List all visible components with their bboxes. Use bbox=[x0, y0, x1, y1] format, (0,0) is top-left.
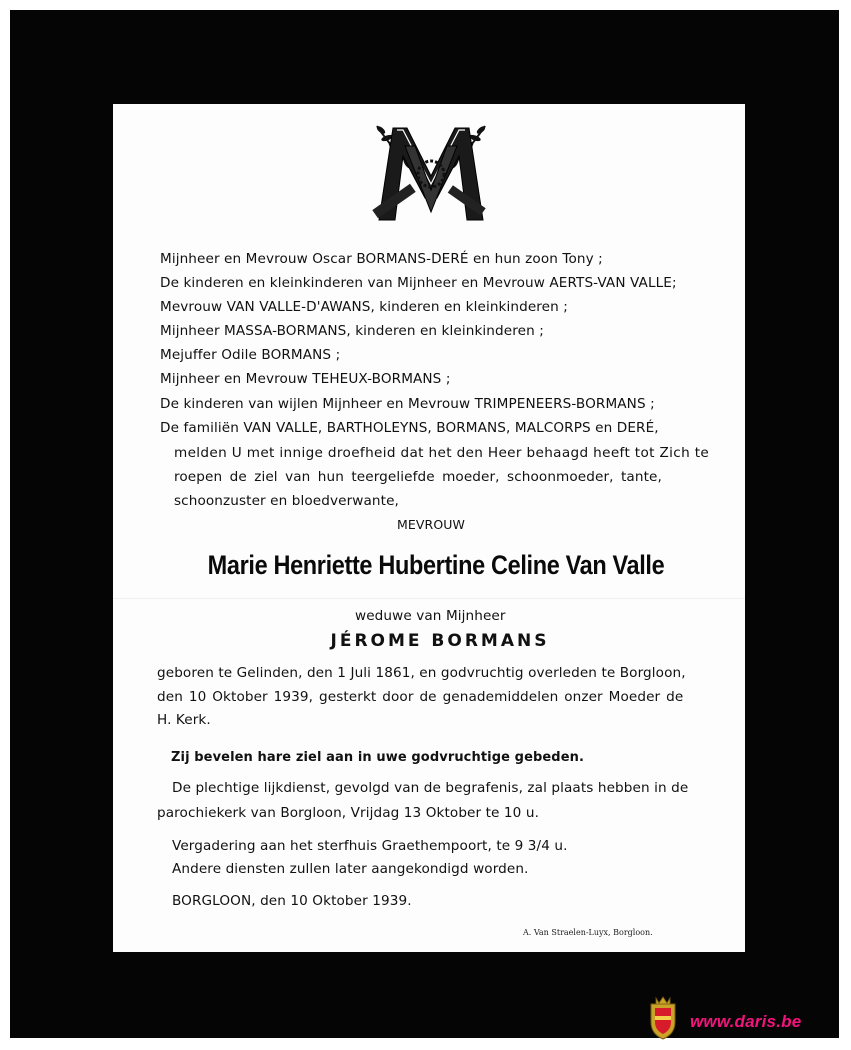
relative-line: Mijnheer en Mevrouw Oscar BORMANS-DERÉ en hun zoon Tony ; bbox=[160, 251, 603, 267]
funeral-line: parochiekerk van Borgloon, Vrijdag 13 Oktober te 10 u. bbox=[157, 805, 539, 821]
relative-line: Mijnheer MASSA-BORMANS, kinderen en kleinkinderen ; bbox=[160, 323, 544, 339]
announcement-line: melden U met innige droefheid dat het den Heer behaagd heeft tot Zich te bbox=[174, 445, 710, 461]
relative-line: De familiën VAN VALLE, BARTHOLEYNS, BORMANS, MALCORPS en DERÉ, bbox=[160, 420, 659, 436]
gathering-line: Vergadering aan het sterfhuis Graethempoort, te 9 3/4 u. bbox=[172, 838, 568, 854]
other-services-line: Andere diensten zullen later aangekondigd worden. bbox=[172, 861, 529, 877]
birth-death-line: H. Kerk. bbox=[157, 712, 211, 728]
daris-crest-icon bbox=[648, 996, 678, 1040]
relative-line: Mijnheer en Mevrouw TEHEUX-BORMANS ; bbox=[160, 371, 451, 387]
birth-death-line: den 10 Oktober 1939, gesterkt door de genademiddelen onzer Moeder de bbox=[157, 689, 684, 705]
funeral-line: De plechtige lijkdienst, gevolgd van de begrafenis, zal plaats hebben in de bbox=[172, 780, 689, 796]
monogram-emblem-icon bbox=[367, 116, 495, 226]
relative-line: De kinderen en kleinkinderen van Mijnheer en Mevrouw AERTS-VAN VALLE; bbox=[160, 275, 677, 291]
relative-line: De kinderen van wijlen Mijnheer en Mevrouw TRIMPENEERS-BORMANS ; bbox=[160, 396, 655, 412]
announcement-line: schoonzuster en bloedverwante, bbox=[174, 493, 399, 509]
deceased-name: Marie Henriette Hubertine Celine Van Valle bbox=[207, 550, 665, 580]
husband-name: JÉROME BORMANS bbox=[330, 631, 550, 651]
fold-line bbox=[113, 598, 745, 599]
relative-line: Mejuffer Odile BORMANS ; bbox=[160, 347, 341, 363]
relative-line: Mevrouw VAN VALLE-D'AWANS, kinderen en kleinkinderen ; bbox=[160, 299, 568, 315]
place-date: BORGLOON, den 10 Oktober 1939. bbox=[172, 893, 412, 909]
widow-of-label: weduwe van Mijnheer bbox=[355, 608, 506, 624]
prayer-request: Zij bevelen hare ziel aan in uwe godvruchtige gebeden. bbox=[171, 750, 585, 765]
site-watermark: www.daris.be bbox=[690, 1012, 802, 1031]
salutation: MEVROUW bbox=[397, 517, 465, 532]
announcement-line: roepen de ziel van hun teergeliefde moeder, schoonmoeder, tante, bbox=[174, 469, 662, 485]
printer-credit: A. Van Straelen-Luyx, Borgloon. bbox=[523, 928, 653, 937]
birth-death-line: geboren te Gelinden, den 1 Juli 1861, en godvruchtig overleden te Borgloon, bbox=[157, 665, 686, 681]
